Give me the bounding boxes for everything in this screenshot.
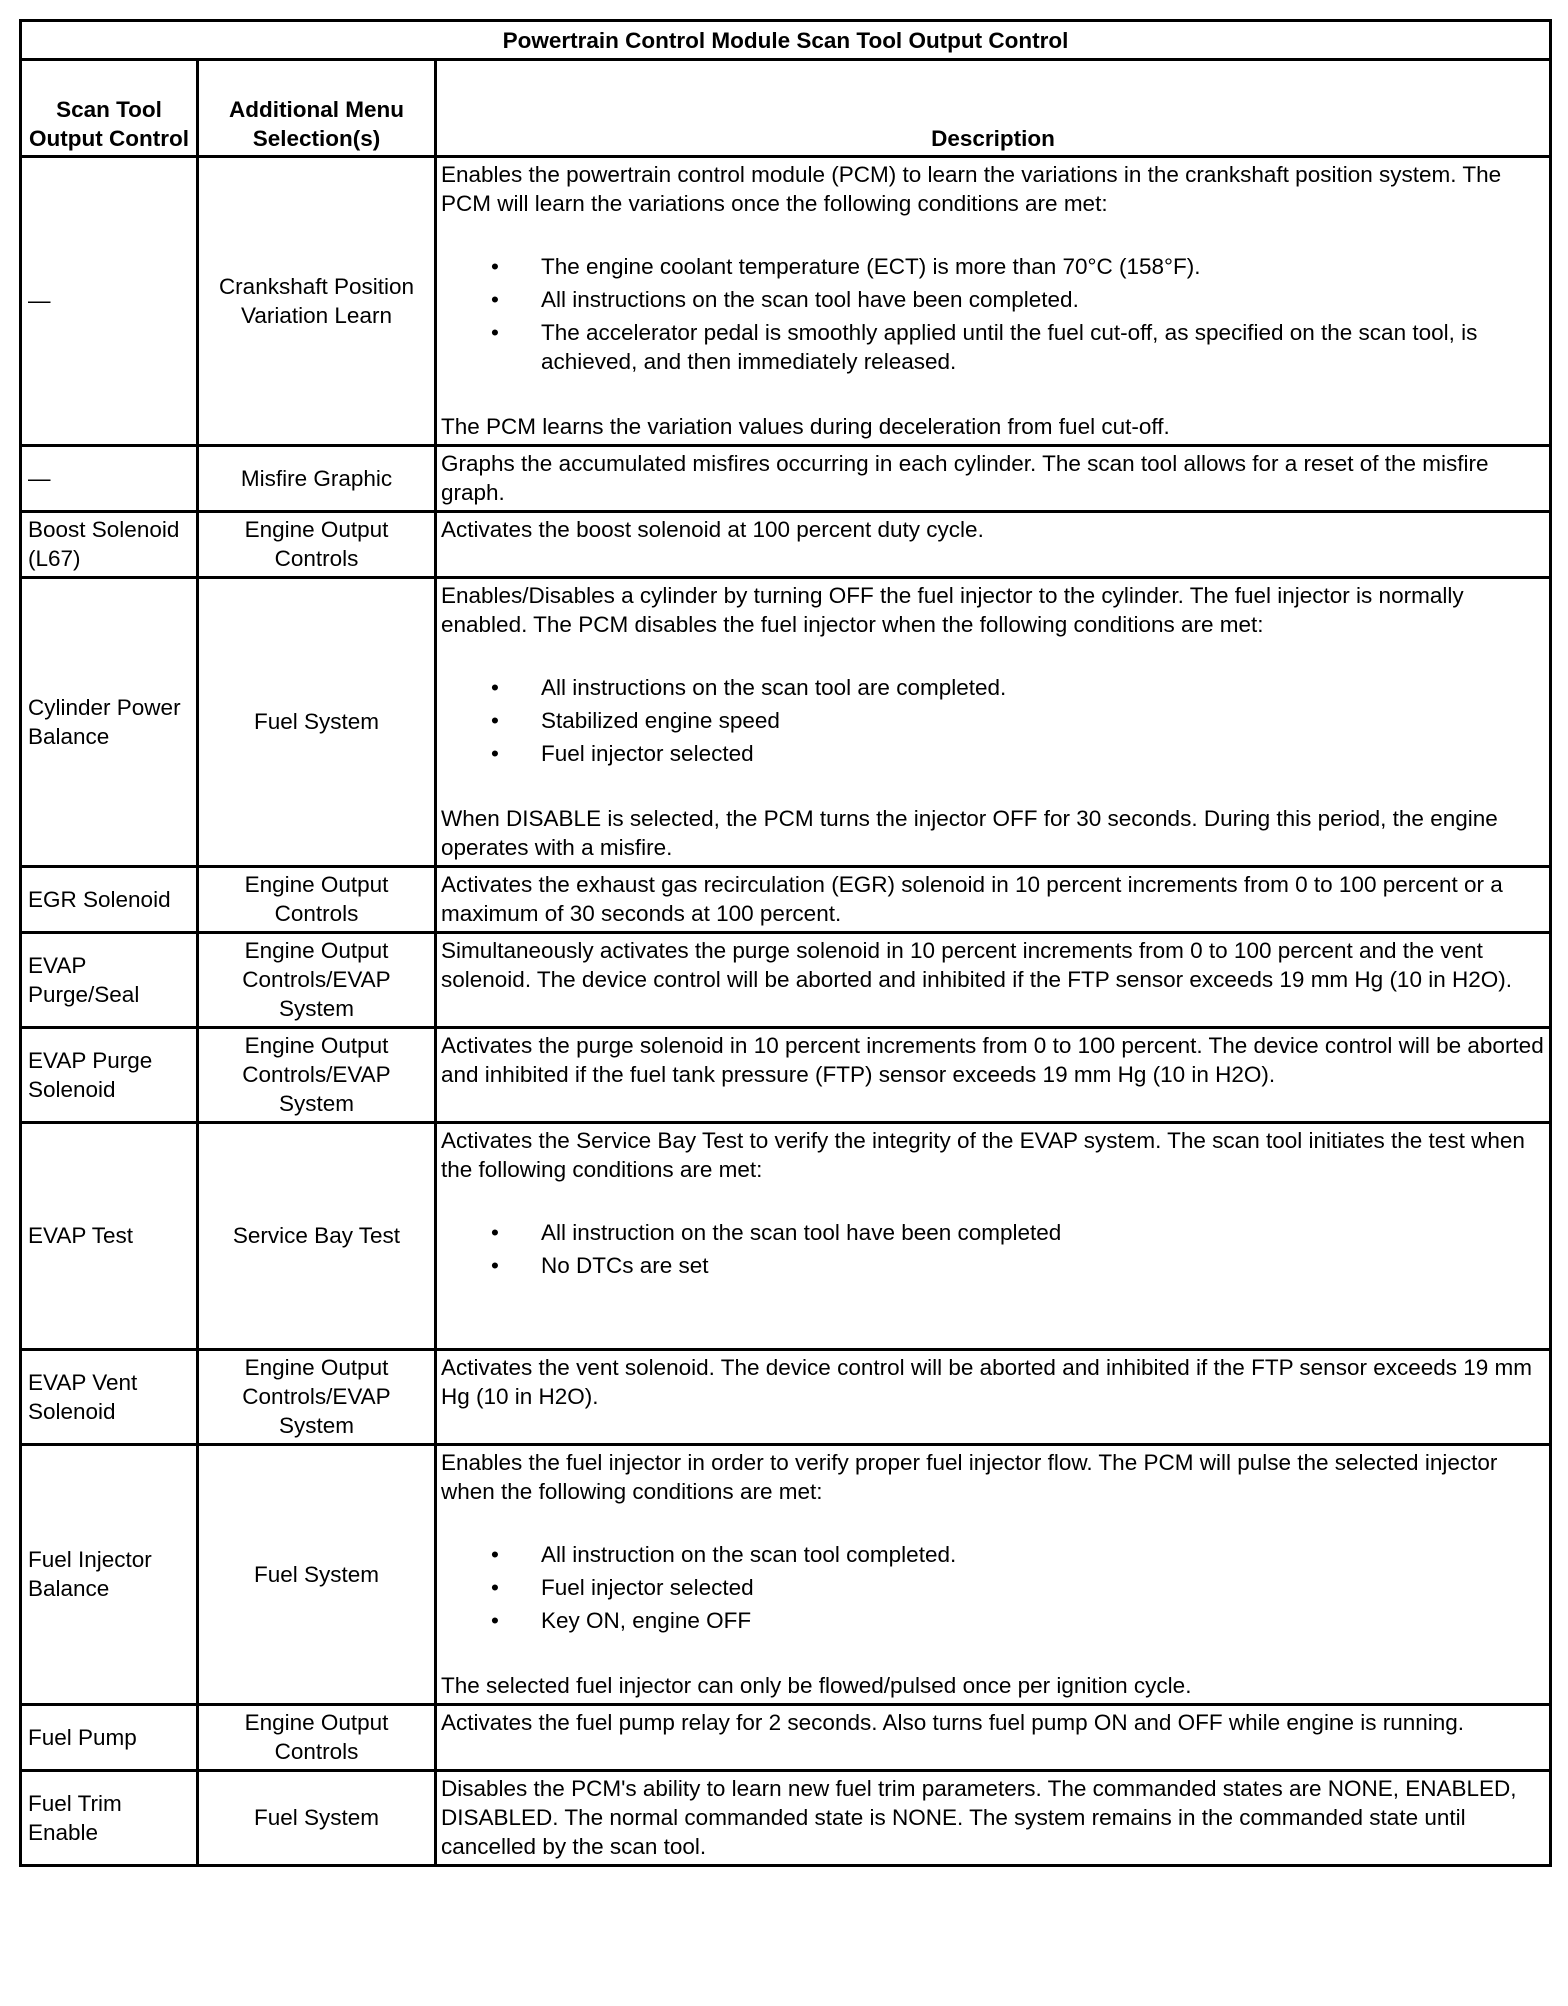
cell-output-control: Fuel Pump: [21, 1705, 198, 1771]
description-note: When DISABLE is selected, the PCM turns the injector OFF for 30 seconds. During this period, the engine operates with a misfire.: [441, 806, 1498, 860]
cell-menu-selection: Engine Output Controls/EVAP System: [198, 1028, 436, 1123]
table-row: [21, 867, 1551, 933]
condition-list: [441, 1218, 1545, 1280]
cell-menu-selection: Misfire Graphic: [198, 446, 436, 512]
cell-description: [436, 578, 1551, 867]
cell-menu-selection: Engine Output Controls: [198, 512, 436, 578]
header-description: Description: [436, 60, 1551, 157]
description-text: Enables the fuel injector in order to verify proper fuel injector flow. The PCM will pulse the selected injector when the following conditions are met:: [441, 1450, 1498, 1504]
bullet-icon: •: [491, 741, 499, 766]
condition-list: [441, 1540, 1545, 1635]
bullet-icon: •: [491, 1542, 499, 1567]
table-row: [21, 512, 1551, 578]
table-title: Powertrain Control Module Scan Tool Output Control: [21, 21, 1551, 60]
cell-menu-selection: Engine Output Controls/EVAP System: [198, 1350, 436, 1445]
condition-item: [441, 706, 1545, 735]
condition-item: [441, 252, 1545, 281]
description-text: Disables the PCM's ability to learn new fuel trim parameters. The commanded states are NONE, ENABLED, DISABLED. The normal commanded state is NONE. The system remains in the commanded state until cancelled by the scan tool.: [441, 1776, 1517, 1859]
condition-text: Fuel injector selected: [541, 1575, 754, 1600]
cell-menu-selection: Fuel System: [198, 1445, 436, 1705]
table-row: [21, 1350, 1551, 1445]
condition-list: [441, 673, 1545, 768]
condition-item: [441, 673, 1545, 702]
condition-text: Fuel injector selected: [541, 741, 754, 766]
cell-output-control: —: [21, 446, 198, 512]
bullet-icon: •: [491, 708, 499, 733]
description-text: Simultaneously activates the purge solenoid in 10 percent increments from 0 to 100 percent and the vent solenoid. The device control will be aborted and inhibited if the FTP sensor exceeds 19 mm Hg (10 in H2O).: [441, 938, 1512, 992]
condition-item: [441, 739, 1545, 768]
cell-description: [436, 1705, 1551, 1771]
bullet-icon: •: [491, 1253, 499, 1278]
blank-space: [441, 1316, 1545, 1345]
cell-output-control: EVAP Purge Solenoid: [21, 1028, 198, 1123]
condition-item: [441, 1218, 1545, 1247]
bullet-icon: •: [491, 287, 499, 312]
condition-text: The engine coolant temperature (ECT) is more than 70°C (158°F).: [541, 254, 1201, 279]
description-text: Activates the purge solenoid in 10 percent increments from 0 to 100 percent. The device control will be aborted and inhibited if the fuel tank pressure (FTP) sensor exceeds 19 mm Hg (10 in H2O).: [441, 1033, 1544, 1087]
condition-item: [441, 1540, 1545, 1569]
cell-output-control: EVAP Test: [21, 1123, 198, 1350]
table-row: [21, 1771, 1551, 1866]
table-row: [21, 157, 1551, 446]
cell-menu-selection: Fuel System: [198, 1771, 436, 1866]
condition-text: No DTCs are set: [541, 1253, 709, 1278]
bullet-icon: •: [491, 1575, 499, 1600]
cell-description: [436, 1028, 1551, 1123]
output-control-table: [19, 19, 1552, 1867]
table-row: [21, 1705, 1551, 1771]
cell-output-control: —: [21, 157, 198, 446]
condition-item: [441, 285, 1545, 314]
bullet-icon: •: [491, 1220, 499, 1245]
cell-output-control: Boost Solenoid (L67): [21, 512, 198, 578]
cell-output-control: Cylinder Power Balance: [21, 578, 198, 867]
condition-list: [441, 252, 1545, 376]
description-text: Activates the exhaust gas recirculation (EGR) solenoid in 10 percent increments from 0 to 100 percent or a maximum of 30 seconds at 100 percent.: [441, 872, 1503, 926]
bullet-icon: •: [491, 1608, 499, 1633]
cell-menu-selection: Engine Output Controls: [198, 867, 436, 933]
cell-menu-selection: Crankshaft Position Variation Learn: [198, 157, 436, 446]
description-text: Activates the Service Bay Test to verify the integrity of the EVAP system. The scan tool initiates the test when the following conditions are met:: [441, 1128, 1525, 1182]
description-text: Enables/Disables a cylinder by turning OFF the fuel injector to the cylinder. The fuel injector is normally enabled. The PCM disables the fuel injector when the following conditions are met:: [441, 583, 1464, 637]
bullet-icon: •: [491, 320, 499, 345]
description-text: Activates the boost solenoid at 100 percent duty cycle.: [441, 517, 984, 542]
cell-description: [436, 933, 1551, 1028]
table-row: [21, 578, 1551, 867]
table-body: [21, 157, 1551, 1866]
cell-output-control: EGR Solenoid: [21, 867, 198, 933]
description-note: The selected fuel injector can only be flowed/pulsed once per ignition cycle.: [441, 1673, 1192, 1698]
condition-item: [441, 1573, 1545, 1602]
table-row: [21, 446, 1551, 512]
condition-text: All instruction on the scan tool have been completed: [541, 1220, 1062, 1245]
description-text: Activates the vent solenoid. The device control will be aborted and inhibited if the FTP sensor exceeds 19 mm Hg (10 in H2O).: [441, 1355, 1533, 1409]
bullet-icon: •: [491, 675, 499, 700]
cell-description: [436, 867, 1551, 933]
condition-item: [441, 1251, 1545, 1280]
description-text: Enables the powertrain control module (PCM) to learn the variations in the crankshaft position system. The PCM will learn the variations once the following conditions are met:: [441, 162, 1502, 216]
description-note: The PCM learns the variation values during deceleration from fuel cut-off.: [441, 414, 1170, 439]
cell-menu-selection: Service Bay Test: [198, 1123, 436, 1350]
cell-description: [436, 446, 1551, 512]
description-text: Activates the fuel pump relay for 2 seconds. Also turns fuel pump ON and OFF while engine is running.: [441, 1710, 1465, 1735]
bullet-icon: •: [491, 254, 499, 279]
condition-text: Key ON, engine OFF: [541, 1608, 752, 1633]
cell-output-control: EVAP Purge/Seal: [21, 933, 198, 1028]
cell-description: [436, 1771, 1551, 1866]
condition-text: All instructions on the scan tool are completed.: [541, 675, 1007, 700]
condition-text: Stabilized engine speed: [541, 708, 780, 733]
cell-description: [436, 1350, 1551, 1445]
table-row: [21, 1028, 1551, 1123]
table-row: [21, 933, 1551, 1028]
header-output-control: Scan Tool Output Control: [21, 60, 198, 157]
description-text: Graphs the accumulated misfires occurring in each cylinder. The scan tool allows for a reset of the misfire graph.: [441, 451, 1489, 505]
condition-text: All instruction on the scan tool completed.: [541, 1542, 957, 1567]
condition-item: [441, 1606, 1545, 1635]
table-row: [21, 1123, 1551, 1350]
cell-output-control: Fuel Trim Enable: [21, 1771, 198, 1866]
condition-text: All instructions on the scan tool have been completed.: [541, 287, 1079, 312]
cell-description: [436, 1123, 1551, 1350]
table-row: [21, 1445, 1551, 1705]
cell-description: [436, 157, 1551, 446]
cell-menu-selection: Fuel System: [198, 578, 436, 867]
cell-description: [436, 512, 1551, 578]
document-page: [19, 19, 1549, 1867]
condition-text: The accelerator pedal is smoothly applied until the fuel cut-off, as specified on the scan tool, is achieved, and then immediately released.: [541, 320, 1478, 374]
cell-description: [436, 1445, 1551, 1705]
cell-output-control: Fuel Injector Balance: [21, 1445, 198, 1705]
cell-menu-selection: Engine Output Controls/EVAP System: [198, 933, 436, 1028]
cell-output-control: EVAP Vent Solenoid: [21, 1350, 198, 1445]
cell-menu-selection: Engine Output Controls: [198, 1705, 436, 1771]
header-menu-selections: Additional Menu Selection(s): [198, 60, 436, 157]
condition-item: [441, 318, 1545, 376]
